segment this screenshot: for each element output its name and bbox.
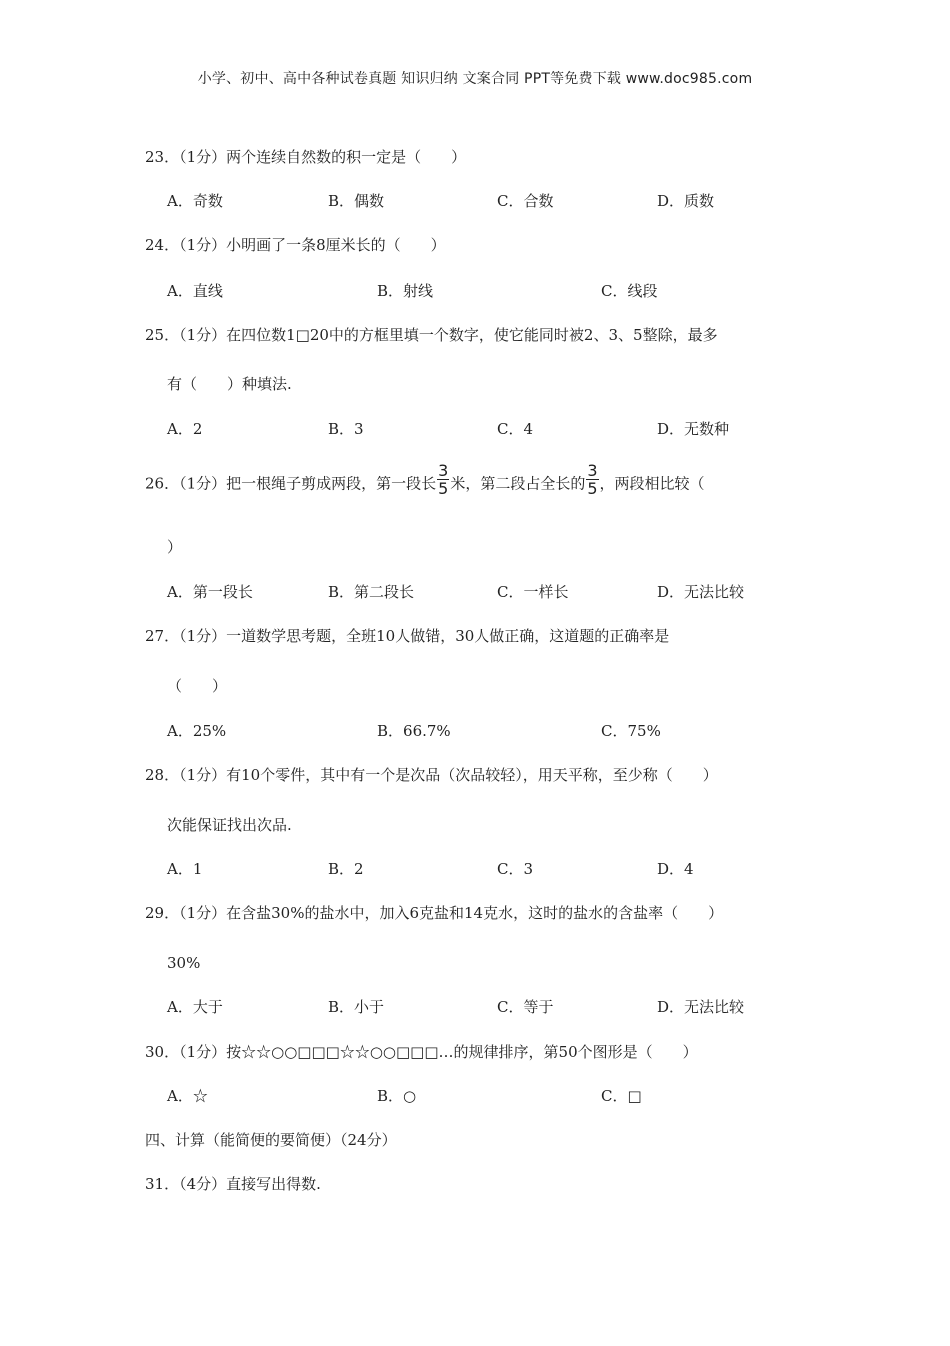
question-23-options	[167, 191, 867, 211]
option-a[interactable]: A．直线	[167, 282, 223, 300]
fraction-denominator: 5	[587, 479, 598, 498]
question-29-stem: 29．（1分）在含盐30%的盐水中，加入6克盐和14克水，这时的盐水的含盐率（ ）	[145, 904, 724, 922]
option-a[interactable]: A．1	[167, 860, 203, 878]
option-c[interactable]: C．线段	[601, 282, 658, 300]
question-23-stem: 23．（1分）两个连续自然数的积一定是（ ）	[145, 148, 467, 166]
option-b[interactable]: B．射线	[377, 282, 434, 300]
question-25-stem: 25．（1分）在四位数1□20中的方框里填一个数字，使它能同时被2、3、5整除，最多	[145, 326, 718, 344]
option-a[interactable]: A．2	[167, 420, 203, 438]
fraction-numerator: 3	[587, 461, 598, 480]
question-28-continuation: 次能保证找出次品.	[167, 816, 292, 834]
option-d[interactable]: D．无法比较	[657, 998, 745, 1016]
option-c[interactable]: C．等于	[497, 998, 554, 1016]
question-26-stem-part-3: ，两段相比较（	[599, 474, 705, 493]
question-29-options	[167, 997, 867, 1017]
question-26-stem	[145, 461, 705, 498]
option-b[interactable]: B．66.7%	[377, 722, 451, 740]
option-b[interactable]: B．2	[328, 860, 364, 878]
option-c[interactable]: C．□	[601, 1087, 642, 1105]
option-c[interactable]: C．合数	[497, 192, 554, 210]
question-25-continuation: 有（ ）种填法.	[167, 375, 292, 393]
question-27-stem: 27．（1分）一道数学思考题，全班10人做错，30人做正确，这道题的正确率是	[145, 627, 670, 645]
option-a[interactable]: A．大于	[167, 998, 223, 1016]
option-d[interactable]: D．无法比较	[657, 583, 745, 601]
question-26-continuation: ）	[167, 538, 183, 556]
question-31-stem: 31．（4分）直接写出得数.	[145, 1175, 321, 1193]
question-29-continuation: 30%	[167, 954, 201, 972]
option-b[interactable]: B．小于	[328, 998, 385, 1016]
question-30-options	[167, 1086, 867, 1106]
option-a[interactable]: A．25%	[167, 722, 227, 740]
option-d[interactable]: D．无数种	[657, 420, 730, 438]
option-a[interactable]: A．奇数	[167, 192, 223, 210]
question-25-options	[167, 419, 867, 439]
fraction-numerator: 3	[438, 461, 449, 480]
option-c[interactable]: C．75%	[601, 722, 661, 740]
question-24-stem: 24．（1分）小明画了一条8厘米长的（ ）	[145, 236, 446, 254]
option-c[interactable]: C．3	[497, 860, 534, 878]
option-c[interactable]: C．4	[497, 420, 534, 438]
question-26-stem-part-2: 米，第二段占全长的	[450, 474, 586, 493]
section-title: 四、计算（能简便的要简便）（24分）	[145, 1131, 397, 1149]
option-a[interactable]: A．第一段长	[167, 583, 253, 601]
page-header: 小学、初中、高中各种试卷真题 知识归纳 文案合同 PPT等免费下载 www.doc985.com	[197, 71, 753, 87]
question-27-continuation: （ ）	[167, 677, 228, 695]
question-28-options	[167, 859, 867, 879]
option-b[interactable]: B．3	[328, 420, 364, 438]
question-30-stem: 30．（1分）按☆☆○○□□□☆☆○○□□□…的规律排序，第50个图形是（ ）	[145, 1043, 698, 1061]
question-24-options	[167, 281, 867, 301]
option-d[interactable]: D．质数	[657, 192, 715, 210]
fraction-denominator: 5	[438, 479, 449, 498]
option-a[interactable]: A．☆	[167, 1087, 208, 1105]
question-26-stem-part-1: 26．（1分）把一根绳子剪成两段，第一段长	[145, 474, 437, 493]
question-26-options	[167, 582, 867, 602]
option-c[interactable]: C．一样长	[497, 583, 569, 601]
fraction-three-fifths-1	[437, 462, 449, 497]
fraction-three-fifths-2	[586, 462, 598, 497]
option-b[interactable]: B．偶数	[328, 192, 385, 210]
question-28-stem: 28．（1分）有10个零件，其中有一个是次品（次品较轻），用天平称，至少称（ ）	[145, 766, 718, 784]
option-b[interactable]: B．第二段长	[328, 583, 415, 601]
option-d[interactable]: D．4	[657, 860, 694, 878]
question-27-options	[167, 721, 867, 741]
option-b[interactable]: B．○	[377, 1087, 417, 1105]
